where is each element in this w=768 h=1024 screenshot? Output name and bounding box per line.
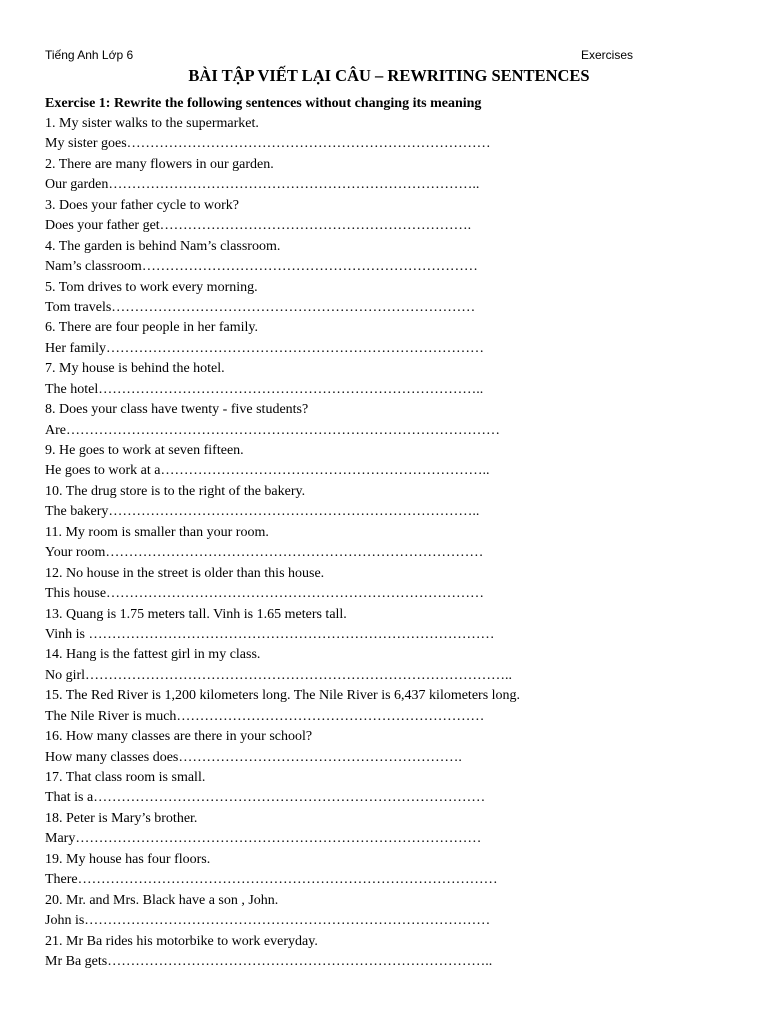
answer-line: Her family……………………………………………………………………… (45, 340, 485, 356)
exercise-item (45, 441, 745, 482)
exercise-item (45, 359, 745, 400)
exercise-heading: Exercise 1: Rewrite the following sentences without changing its meaning (45, 96, 482, 111)
exercise-item (45, 114, 745, 155)
question-sentence: 15. The Red River is 1,200 kilometers long. The Nile River is 6,437 kilometers long. (45, 688, 521, 704)
answer-line: There……………………………………………………………………………… (45, 872, 498, 888)
exercise-item (45, 278, 745, 319)
question-sentence: 7. My house is behind the hotel. (45, 361, 225, 377)
question-sentence: 5. Tom drives to work every morning. (45, 279, 258, 295)
answer-line: The Nile River is much………………………………………………………… (45, 708, 485, 724)
answer-line: Mary…………………………………………………………………………… (45, 831, 482, 847)
page-title: BÀI TẬP VIẾT LẠI CÂU – REWRITING SENTENCES (188, 66, 590, 85)
question-sentence: 11. My room is smaller than your room. (45, 524, 269, 540)
exercise-item (45, 768, 745, 809)
exercise-item (45, 237, 745, 278)
question-sentence: 12. No house in the street is older than this house. (45, 565, 325, 581)
exercise-item (45, 400, 745, 441)
exercise-item (45, 809, 745, 850)
question-sentence: 10. The drug store is to the right of the bakery. (45, 483, 306, 499)
header-subject: Tiếng Anh Lớp 6 (45, 48, 134, 62)
answer-line: The hotel……………………………………………………………………….. (45, 381, 484, 397)
answer-line: John is…………………………………………………………………………… (45, 913, 491, 929)
question-sentence: 16. How many classes are there in your school? (45, 729, 313, 745)
answer-line: How many classes does……………………………………………………. (45, 749, 462, 765)
answer-line: My sister goes…………………………………………………………………… (45, 136, 491, 152)
answer-line: This house……………………………………………………………………… (45, 586, 485, 602)
answer-line: No girl……………………………………………………………………………….. (45, 667, 513, 683)
exercise-item (45, 196, 745, 237)
exercise-item (45, 891, 745, 932)
question-sentence: 20. Mr. and Mrs. Black have a son , John. (45, 892, 279, 908)
question-sentence: 4. The garden is behind Nam’s classroom. (45, 238, 281, 254)
question-sentence: 21. Mr Ba rides his motorbike to work everyday. (45, 933, 318, 949)
question-sentence: 8. Does your class have twenty - five students? (45, 402, 309, 418)
exercise-item (45, 564, 745, 605)
question-sentence: 13. Quang is 1.75 meters tall. Vinh is 1.65 meters tall. (45, 606, 347, 622)
exercise-item (45, 645, 745, 686)
question-sentence: 17. That class room is small. (45, 770, 206, 785)
answer-line: Our garden…………………………………………………………………….. (45, 177, 480, 193)
exercise-item (45, 727, 745, 768)
exercise-item (45, 482, 745, 523)
exercise-item (45, 850, 745, 891)
answer-line: Does your father get…………………………………………………………. (45, 218, 472, 234)
exercise-item (45, 686, 745, 727)
question-sentence: 3. Does your father cycle to work? (45, 197, 239, 213)
question-sentence: 9. He goes to work at seven fifteen. (45, 443, 244, 458)
answer-line: Your room……………………………………………………………………… (45, 545, 484, 561)
answer-line: Vinh is …………………………………………………………………………… (45, 626, 495, 642)
answer-line: Are………………………………………………………………………………… (45, 422, 500, 438)
question-sentence: 14. Hang is the fattest girl in my class. (45, 647, 261, 663)
exercise-item (45, 318, 745, 359)
answer-line: Nam’s classroom……………………………………………………………… (45, 259, 478, 275)
exercise-item (45, 155, 745, 196)
exercise-item (45, 932, 745, 973)
exercise-item (45, 605, 745, 646)
question-sentence: 18. Peter is Mary’s brother. (45, 810, 198, 826)
answer-line: Tom travels…………………………………………………………………… (45, 299, 476, 315)
question-sentence: 1. My sister walks to the supermarket. (45, 116, 259, 131)
header-section: Exercises (581, 48, 634, 62)
answer-line: The bakery…………………………………………………………………….. (45, 504, 480, 520)
exercise-list (45, 114, 745, 972)
answer-line: He goes to work at a…………………………………………………………….. (45, 463, 490, 479)
answer-line: Mr Ba gets……………………………………………………………………….. (45, 953, 493, 969)
question-sentence: 19. My house has four floors. (45, 851, 211, 867)
question-sentence: 6. There are four people in her family. (45, 320, 259, 336)
answer-line: That is a………………………………………………………………………… (45, 790, 486, 806)
exercise-item (45, 523, 745, 564)
question-sentence: 2. There are many flowers in our garden. (45, 156, 274, 172)
